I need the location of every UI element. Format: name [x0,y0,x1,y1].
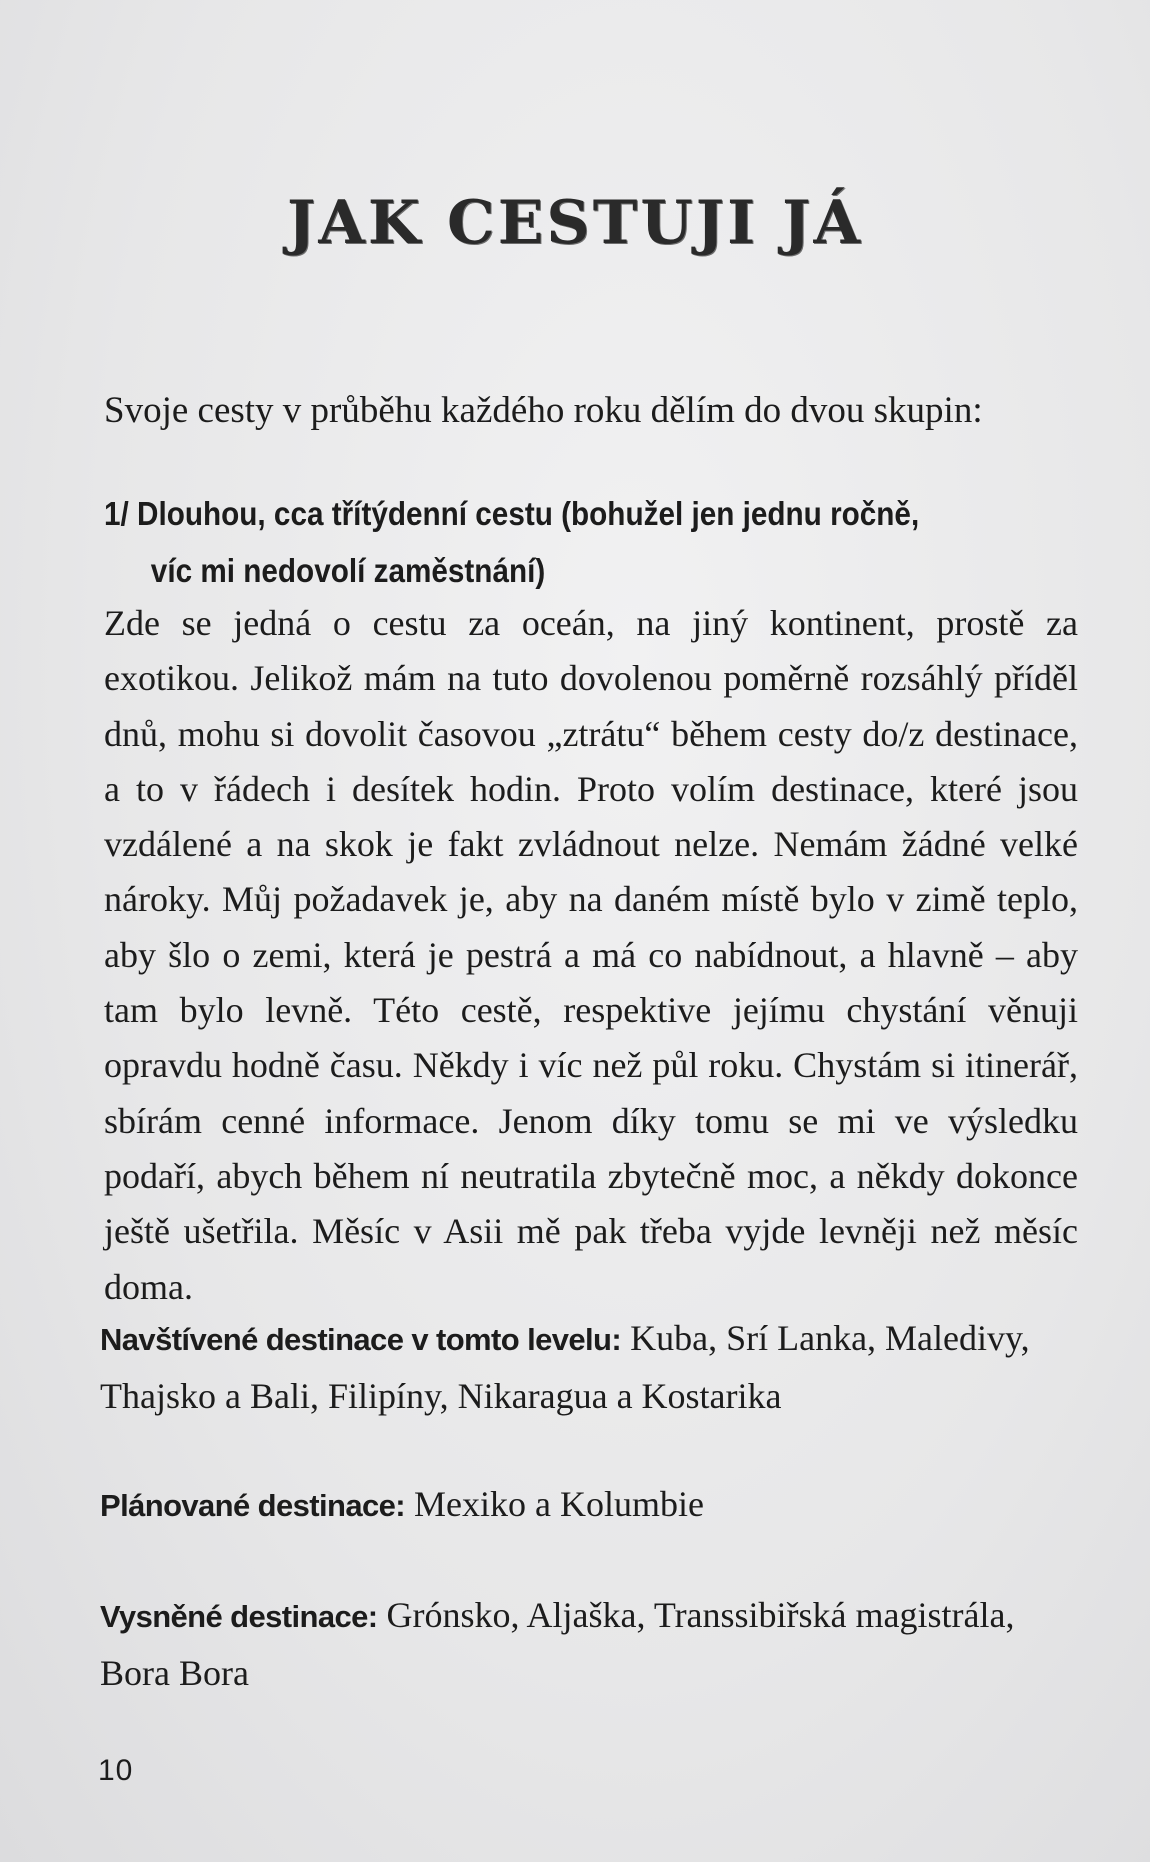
visited-destinations-value: Kuba, Srí Lanka, Maledivy, Thajsko a Bali, Filipíny, Nikaragua a Kostarika [100,1318,1030,1416]
planned-destinations [100,1476,1080,1534]
page-number: 10 [98,1754,134,1787]
section-body-paragraph: Zde se jedná o cestu za oceán, na jiný kontinent, prostě za exotikou. Jelikož mám na tuto dovolenou poměrně rozsáhlý příděl dnů, mohu si dovolit časovou „ztrátu“ během cesty do/z destinace, a to v řádech i desítek hodin. Proto volím destinace, které jsou vzdálené a na skok je fakt zvládnout nelze. Nemám žádné velké nároky. Můj požadavek je, aby na daném místě bylo v zimě teplo, aby šlo o zemi, která je pestrá a má co nabídnout, a hlavně – aby tam bylo levně. Této cestě, respektive jejímu chystání věnuji opravdu hodně času. Někdy i víc než půl roku. Chystám si itinerář, sbírám cenné informace. Jenom díky tomu se mi ve výsledku podaří, abych během ní neutratila zbytečně moc, a někdy dokonce ještě ušetřila. Měsíc v Asii mě pak třeba vyjde levněji než měsíc doma. [104,603,1078,1307]
visited-destinations [100,1310,1080,1424]
section-heading [104,485,1063,599]
section-heading-line-1: 1/ Dlouhou, cca třítýdenní cestu (bohužel jen jednu ročně, [104,495,920,532]
planned-destinations-label: Plánované destinace: [100,1488,406,1523]
planned-destinations-value: Mexiko a Kolumbie [414,1484,704,1524]
chapter-title: JAK CESTUJI JÁ [286,188,864,258]
dream-destinations-label: Vysněné destinace: [100,1599,378,1634]
visited-destinations-label: Navštívené destinace v tomto levelu: [100,1322,622,1357]
section-heading-line-2: víc mi nedovolí zaměstnání) [150,552,546,589]
intro-paragraph: Svoje cesty v průběhu každého roku dělím do dvou skupin: [104,390,983,431]
dream-destinations [100,1587,1080,1701]
dream-destinations-value: Grónsko, Aljaška, Transsibiřská magistrála, Bora Bora [100,1595,1015,1693]
